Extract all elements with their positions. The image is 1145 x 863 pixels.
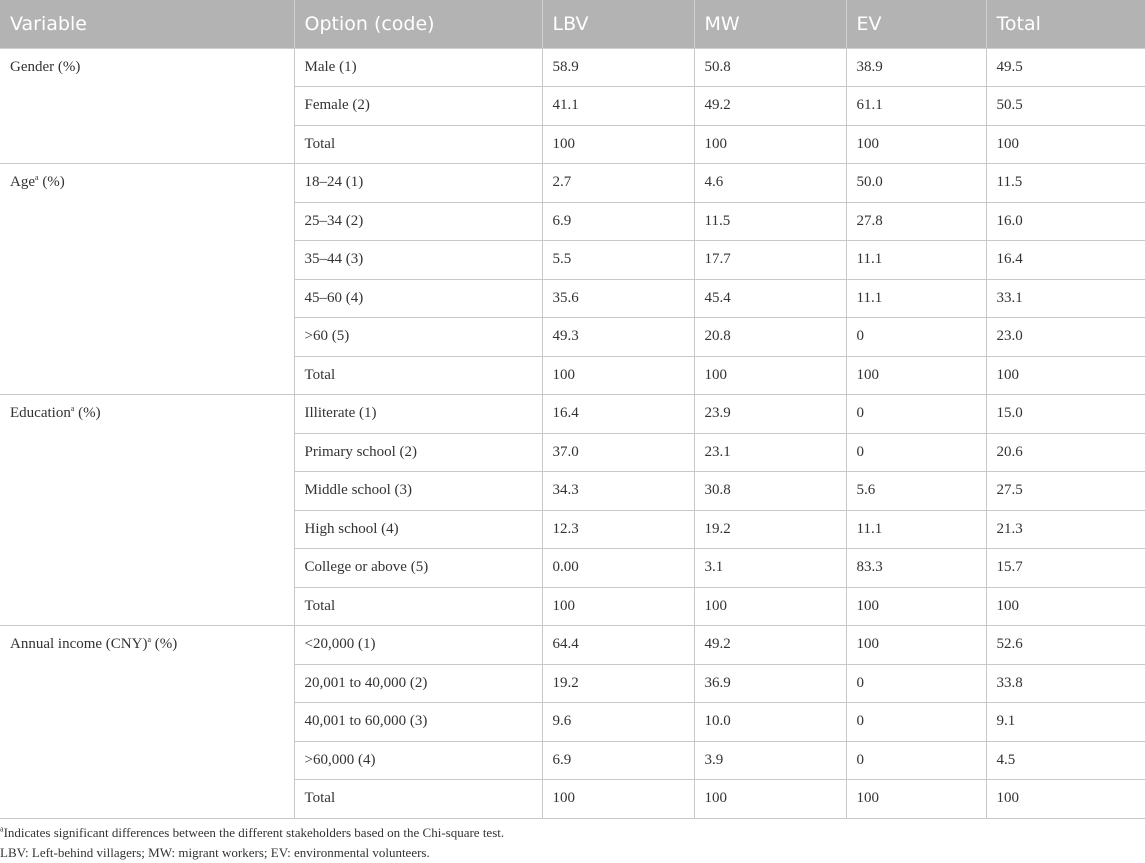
lbv-cell: 34.3: [542, 472, 694, 511]
lbv-cell: 5.5: [542, 241, 694, 280]
mw-cell: 10.0: [694, 703, 846, 742]
total-cell: 100: [986, 356, 1145, 395]
total-cell: 52.6: [986, 626, 1145, 665]
option-cell: 35–44 (3): [294, 241, 542, 280]
header-ev: EV: [846, 0, 986, 48]
option-cell: Primary school (2): [294, 433, 542, 472]
option-cell: >60,000 (4): [294, 741, 542, 780]
ev-cell: 0: [846, 741, 986, 780]
variable-unit: (%): [151, 636, 178, 652]
header-mw: MW: [694, 0, 846, 48]
variable-unit: (%): [38, 174, 65, 190]
lbv-cell: 58.9: [542, 48, 694, 87]
mw-cell: 50.8: [694, 48, 846, 87]
mw-cell: 23.9: [694, 395, 846, 434]
mw-cell: 17.7: [694, 241, 846, 280]
table-header-row: [0, 0, 1145, 48]
total-cell: 49.5: [986, 48, 1145, 87]
total-cell: 100: [986, 125, 1145, 164]
variable-cell: [0, 395, 294, 626]
total-cell: 15.0: [986, 395, 1145, 434]
ev-cell: 61.1: [846, 87, 986, 126]
option-cell: >60 (5): [294, 318, 542, 357]
lbv-cell: 19.2: [542, 664, 694, 703]
ev-cell: 0: [846, 395, 986, 434]
variable-cell: [0, 164, 294, 395]
table-body: [0, 48, 1145, 818]
option-cell: 45–60 (4): [294, 279, 542, 318]
lbv-cell: 2.7: [542, 164, 694, 203]
mw-cell: 23.1: [694, 433, 846, 472]
table-row: [0, 395, 1145, 434]
lbv-cell: 64.4: [542, 626, 694, 665]
total-cell: 27.5: [986, 472, 1145, 511]
header-lbv: LBV: [542, 0, 694, 48]
option-cell: High school (4): [294, 510, 542, 549]
mw-cell: 3.9: [694, 741, 846, 780]
total-cell: 100: [986, 587, 1145, 626]
variable-name: Education: [10, 405, 71, 421]
option-cell: Male (1): [294, 48, 542, 87]
lbv-cell: 49.3: [542, 318, 694, 357]
table-row: [0, 626, 1145, 665]
option-cell: Middle school (3): [294, 472, 542, 511]
mw-cell: 19.2: [694, 510, 846, 549]
lbv-cell: 100: [542, 780, 694, 819]
table-row: [0, 164, 1145, 203]
option-cell: Female (2): [294, 87, 542, 126]
total-cell: 20.6: [986, 433, 1145, 472]
ev-cell: 27.8: [846, 202, 986, 241]
mw-cell: 49.2: [694, 626, 846, 665]
option-cell: Illiterate (1): [294, 395, 542, 434]
ev-cell: 100: [846, 780, 986, 819]
variable-cell: [0, 626, 294, 819]
header-variable: Variable: [0, 0, 294, 48]
option-cell: 20,001 to 40,000 (2): [294, 664, 542, 703]
total-cell: 15.7: [986, 549, 1145, 588]
option-cell: College or above (5): [294, 549, 542, 588]
table-footnotes: [0, 823, 504, 863]
total-cell: 16.4: [986, 241, 1145, 280]
variable-cell: [0, 48, 294, 164]
ev-cell: 0: [846, 318, 986, 357]
lbv-cell: 0.00: [542, 549, 694, 588]
total-cell: 16.0: [986, 202, 1145, 241]
variable-marker: a: [70, 404, 75, 413]
ev-cell: 50.0: [846, 164, 986, 203]
ev-cell: 0: [846, 664, 986, 703]
total-cell: 50.5: [986, 87, 1145, 126]
lbv-cell: 6.9: [542, 741, 694, 780]
option-cell: Total: [294, 125, 542, 164]
mw-cell: 100: [694, 125, 846, 164]
mw-cell: 36.9: [694, 664, 846, 703]
option-cell: Total: [294, 780, 542, 819]
variable-marker: a: [35, 173, 39, 182]
mw-cell: 3.1: [694, 549, 846, 588]
option-cell: Total: [294, 356, 542, 395]
lbv-cell: 35.6: [542, 279, 694, 318]
lbv-cell: 12.3: [542, 510, 694, 549]
header-option: Option (code): [294, 0, 542, 48]
ev-cell: 100: [846, 587, 986, 626]
option-cell: 18–24 (1): [294, 164, 542, 203]
lbv-cell: 9.6: [542, 703, 694, 742]
lbv-cell: 37.0: [542, 433, 694, 472]
total-cell: 100: [986, 780, 1145, 819]
total-cell: 9.1: [986, 703, 1145, 742]
mw-cell: 45.4: [694, 279, 846, 318]
mw-cell: 20.8: [694, 318, 846, 357]
header-total: Total: [986, 0, 1145, 48]
total-cell: 33.8: [986, 664, 1145, 703]
lbv-cell: 41.1: [542, 87, 694, 126]
total-cell: 23.0: [986, 318, 1145, 357]
variable-name: Annual income (CNY): [10, 636, 148, 652]
ev-cell: 0: [846, 433, 986, 472]
ev-cell: 100: [846, 356, 986, 395]
ev-cell: 11.1: [846, 279, 986, 318]
ev-cell: 83.3: [846, 549, 986, 588]
ev-cell: 0: [846, 703, 986, 742]
mw-cell: 30.8: [694, 472, 846, 511]
ev-cell: 5.6: [846, 472, 986, 511]
total-cell: 4.5: [986, 741, 1145, 780]
variable-unit: (%): [74, 405, 101, 421]
mw-cell: 100: [694, 356, 846, 395]
option-cell: <20,000 (1): [294, 626, 542, 665]
mw-cell: 100: [694, 587, 846, 626]
option-cell: Total: [294, 587, 542, 626]
total-cell: 33.1: [986, 279, 1145, 318]
table-row: [0, 48, 1145, 87]
total-cell: 21.3: [986, 510, 1145, 549]
footnote-significance: [0, 823, 504, 843]
variable-marker: a: [147, 635, 152, 644]
ev-cell: 100: [846, 125, 986, 164]
lbv-cell: 100: [542, 125, 694, 164]
variable-name: Gender: [10, 58, 55, 75]
option-cell: 40,001 to 60,000 (3): [294, 703, 542, 742]
ev-cell: 11.1: [846, 510, 986, 549]
total-cell: 11.5: [986, 164, 1145, 203]
ev-cell: 11.1: [846, 241, 986, 280]
mw-cell: 49.2: [694, 87, 846, 126]
lbv-cell: 16.4: [542, 395, 694, 434]
mw-cell: 11.5: [694, 202, 846, 241]
lbv-cell: 100: [542, 356, 694, 395]
variable-unit: (%): [54, 58, 81, 75]
footnote-marker: a: [0, 824, 4, 834]
ev-cell: 100: [846, 626, 986, 665]
lbv-cell: 100: [542, 587, 694, 626]
mw-cell: 4.6: [694, 164, 846, 203]
footnote-abbreviations: LBV: Left-behind villagers; MW: migrant workers; EV: environmental volunteers.: [0, 845, 430, 860]
footnote-significance-text: Indicates significant differences between the different stakeholders based on the Chi-square test.: [3, 825, 505, 840]
variable-name: Age: [10, 174, 35, 190]
lbv-cell: 6.9: [542, 202, 694, 241]
mw-cell: 100: [694, 780, 846, 819]
option-cell: 25–34 (2): [294, 202, 542, 241]
ev-cell: 38.9: [846, 48, 986, 87]
